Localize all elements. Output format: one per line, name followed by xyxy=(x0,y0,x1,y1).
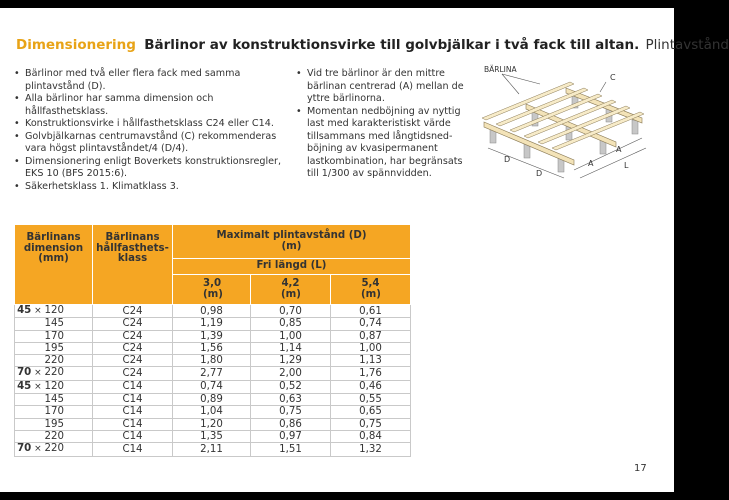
table-row xyxy=(15,318,411,330)
table-row xyxy=(15,305,411,318)
page-number: 17 xyxy=(634,463,647,474)
cell-distance: 0,75 xyxy=(251,406,331,418)
cell-klass: C14 xyxy=(93,418,173,430)
bullet-item: • Momentan nedböjning av nyttig last med karakteristiskt värde tillsammans med långtidsnedböjning av kvasipermanent lastkombination, har begränsats till 1/300 av spännvidden. xyxy=(296,106,471,181)
cell-height: 220 xyxy=(44,367,64,379)
bullet-item: • Dimensionering enligt Boverkets konstruktionsregler, EKS 10 (BFS 2015:6). xyxy=(14,156,299,181)
bullet-list-left xyxy=(14,68,299,193)
bullet-item: • Golvbjälkarnas centrumavstånd (C) rekommenderas vara högst plintavståndet/4 (D/4). xyxy=(14,131,299,156)
cell-dimension xyxy=(15,342,93,354)
cell-distance: 0,84 xyxy=(331,430,411,442)
cell-width: 45 xyxy=(17,305,32,316)
cell-klass: C24 xyxy=(93,305,173,318)
cell-dimension xyxy=(15,418,93,430)
cell-distance: 1,00 xyxy=(251,330,331,342)
diagram-letter-d: D xyxy=(536,169,543,178)
cell-width: 70 xyxy=(17,367,32,379)
cell-dimension xyxy=(15,318,93,330)
cell-distance: 0,87 xyxy=(331,330,411,342)
cell-distance: 1,00 xyxy=(331,342,411,354)
table-row xyxy=(15,443,411,456)
cell-height: 220 xyxy=(44,430,64,442)
cell-distance: 0,70 xyxy=(251,305,331,318)
cell-distance: 1,51 xyxy=(251,443,331,456)
bullet-list-right xyxy=(296,68,471,181)
cell-distance: 1,04 xyxy=(173,406,251,418)
table-row xyxy=(15,406,411,418)
cell-distance: 1,39 xyxy=(173,330,251,342)
header-span: 5,4 (m) xyxy=(331,275,411,305)
table-row xyxy=(15,355,411,367)
cell-distance: 1,35 xyxy=(173,430,251,442)
title-main: Bärlinor av konstruktionsvirke till golvbjälkar i två fack till altan. xyxy=(144,37,640,53)
cell-klass: C14 xyxy=(93,443,173,456)
cell-height: 195 xyxy=(44,418,64,430)
cell-distance: 1,13 xyxy=(331,355,411,367)
cell-height: 145 xyxy=(44,394,64,406)
bullet-item: • Konstruktionsvirke i hållfasthetsklass C24 eller C14. xyxy=(14,118,299,131)
diagram-label: BÄRLINA xyxy=(484,65,517,74)
cell-dimension: 70 × 220 xyxy=(15,443,93,456)
cell-distance: 1,14 xyxy=(251,342,331,354)
cell-distance: 0,46 xyxy=(331,380,411,393)
table-body xyxy=(15,305,411,457)
cell-klass: C24 xyxy=(93,342,173,354)
table-row xyxy=(15,418,411,430)
cell-distance: 0,75 xyxy=(331,418,411,430)
cell-height: 145 xyxy=(44,318,64,330)
header-dimension: Bärlinans dimension (mm) xyxy=(15,225,93,305)
cell-klass: C14 xyxy=(93,380,173,393)
cell-width: 45 xyxy=(17,380,32,392)
cell-height: 195 xyxy=(44,342,64,354)
cell-distance: 0,74 xyxy=(331,318,411,330)
cell-distance: 0,61 xyxy=(331,305,411,318)
cell-klass: C24 xyxy=(93,367,173,380)
title-keyword: Dimensionering xyxy=(16,37,136,53)
diagram-letter-d: D xyxy=(504,155,511,164)
cell-klass: C24 xyxy=(93,355,173,367)
table-row xyxy=(15,380,411,393)
bullet-item: • Säkerhetsklass 1. Klimatklass 3. xyxy=(14,181,299,194)
cell-dimension: 70 × 220 xyxy=(15,367,93,380)
header-klass: Bärlinans hållfasthets-klass xyxy=(93,225,173,305)
cell-distance: 0,74 xyxy=(173,380,251,393)
cell-height: 120 xyxy=(44,305,64,316)
table-row xyxy=(15,430,411,442)
deck-diagram xyxy=(474,52,650,188)
cell-dimension xyxy=(15,355,93,367)
cell-distance: 1,56 xyxy=(173,342,251,354)
cell-height: 220 xyxy=(44,443,64,455)
cell-distance: 0,63 xyxy=(251,394,331,406)
bullet-item: • Vid tre bärlinor är den mittre bärlinan centrerad (A) mellan de yttre bärlinorna. xyxy=(296,68,471,106)
cell-distance: 0,97 xyxy=(251,430,331,442)
cell-klass: C14 xyxy=(93,394,173,406)
cell-distance: 1,76 xyxy=(331,367,411,380)
header-span: 4,2 (m) xyxy=(251,275,331,305)
cell-distance: 2,11 xyxy=(173,443,251,456)
cell-dimension: 45 × 120 xyxy=(15,380,93,393)
cell-distance: 0,85 xyxy=(251,318,331,330)
table-row xyxy=(15,394,411,406)
bullet-item: • Alla bärlinor har samma dimension och hållfasthetsklass. xyxy=(14,93,299,118)
document-page xyxy=(0,8,729,492)
cell-klass: C14 xyxy=(93,406,173,418)
cell-distance: 0,89 xyxy=(173,394,251,406)
cell-distance: 1,20 xyxy=(173,418,251,430)
cell-distance: 0,52 xyxy=(251,380,331,393)
diagram-joists xyxy=(482,82,644,150)
cell-height: 220 xyxy=(44,355,64,367)
cell-distance: 1,29 xyxy=(251,355,331,367)
header-free-length: Fri längd (L) xyxy=(173,259,411,275)
cell-distance: 2,77 xyxy=(173,367,251,380)
cell-height: 170 xyxy=(44,406,64,418)
diagram-letter-a: A xyxy=(616,145,622,154)
cell-height: 120 xyxy=(44,380,64,392)
cell-dimension xyxy=(15,394,93,406)
bullet-item: • Bärlinor med två eller flera fack med samma plintavstånd (D). xyxy=(14,68,299,93)
cell-distance: 1,19 xyxy=(173,318,251,330)
cell-distance: 0,65 xyxy=(331,406,411,418)
page-title xyxy=(16,37,729,53)
diagram-letter-c: C xyxy=(610,73,616,82)
title-sub: Plintavstånd xyxy=(645,37,729,53)
cell-klass: C24 xyxy=(93,318,173,330)
cell-distance: 0,98 xyxy=(173,305,251,318)
cell-height: 170 xyxy=(44,330,64,342)
cell-dimension xyxy=(15,406,93,418)
cell-width: 70 xyxy=(17,443,32,455)
diagram-letter-l: L xyxy=(624,161,629,170)
cell-dimension xyxy=(15,330,93,342)
table-row xyxy=(15,367,411,380)
header-span: 3,0 (m) xyxy=(173,275,251,305)
cell-dimension xyxy=(15,430,93,442)
cell-distance: 1,80 xyxy=(173,355,251,367)
dimension-table xyxy=(14,224,411,457)
diagram-letter-a: A xyxy=(588,159,594,168)
table-row xyxy=(15,330,411,342)
cell-distance: 0,55 xyxy=(331,394,411,406)
cell-distance: 0,86 xyxy=(251,418,331,430)
table-row xyxy=(15,342,411,354)
cell-dimension: 45 × 120 xyxy=(15,305,93,318)
cell-distance: 2,00 xyxy=(251,367,331,380)
header-max-distance: Maximalt plintavstånd (D) (m) xyxy=(173,225,411,259)
cell-distance: 1,32 xyxy=(331,443,411,456)
cell-klass: C24 xyxy=(93,330,173,342)
cell-klass: C14 xyxy=(93,430,173,442)
